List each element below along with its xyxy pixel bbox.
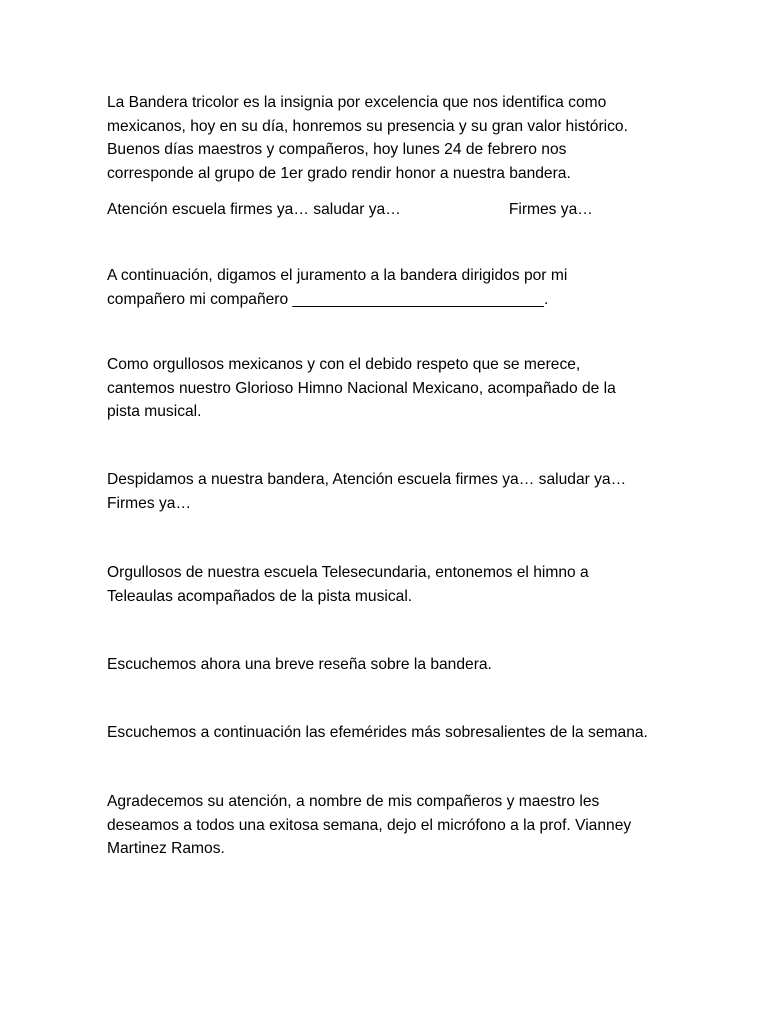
honors-command: Atención escuela firmes ya… saludar ya… — [107, 201, 401, 218]
text-line: Como orgullosos mexicanos y con el debido respeto que se merece, — [107, 356, 581, 373]
text-line: deseamos a todos una exitosa semana, dejo el micrófono a la prof. Vianney — [107, 816, 632, 834]
text-line: pista musical. — [107, 403, 202, 420]
paragraph-ephemerides — [107, 721, 667, 745]
text-line: Despidamos a nuestra bandera, Atención escuela firmes ya… saludar ya… — [107, 471, 627, 488]
text-line: A continuación, digamos el juramento a la bandera dirigidos por mi — [107, 267, 568, 284]
text-line: Escuchemos a continuación las efemérides más sobresalientes de la semana. — [107, 724, 648, 741]
text-line: Teleaulas acompañados de la pista musical. — [107, 587, 413, 605]
text-line: Orgullosos de nuestra escuela Telesecundaria, entonemos el himno a — [107, 564, 589, 581]
paragraph-school-hymn — [107, 561, 667, 608]
text-line: Buenos días maestros y compañeros, hoy lunes 24 de febrero nos — [107, 141, 567, 158]
text-line: Martinez Ramos. — [107, 840, 225, 857]
text-line: mexicanos, hoy en su día, honremos su presencia y su gran valor histórico. — [107, 117, 628, 135]
text-line: cantemos nuestro Glorioso Himno Nacional Mexicano, acompañado de la — [107, 379, 616, 397]
paragraph-oath — [107, 264, 667, 311]
text-line — [107, 198, 667, 222]
text-line: compañero mi compañero _____________________________. — [107, 290, 549, 308]
text-line: Firmes ya… — [107, 494, 192, 512]
text-line: Escuchemos ahora una breve reseña sobre la bandera. — [107, 656, 492, 673]
paragraph-intro — [107, 91, 667, 185]
paragraph-flag-review — [107, 653, 667, 677]
text-line: corresponde al grupo de 1er grado rendir honor a nuestra bandera. — [107, 164, 571, 182]
honors-command-firmes: Firmes ya… — [508, 201, 593, 218]
text-line: La Bandera tricolor es la insignia por excelencia que nos identifica como — [107, 94, 607, 111]
paragraph-closing — [107, 790, 667, 861]
paragraph-farewell-flag — [107, 468, 667, 515]
paragraph-anthem — [107, 353, 667, 424]
paragraph-honors — [107, 198, 667, 222]
text-line: Agradecemos su atención, a nombre de mis compañeros y maestro les — [107, 793, 600, 810]
